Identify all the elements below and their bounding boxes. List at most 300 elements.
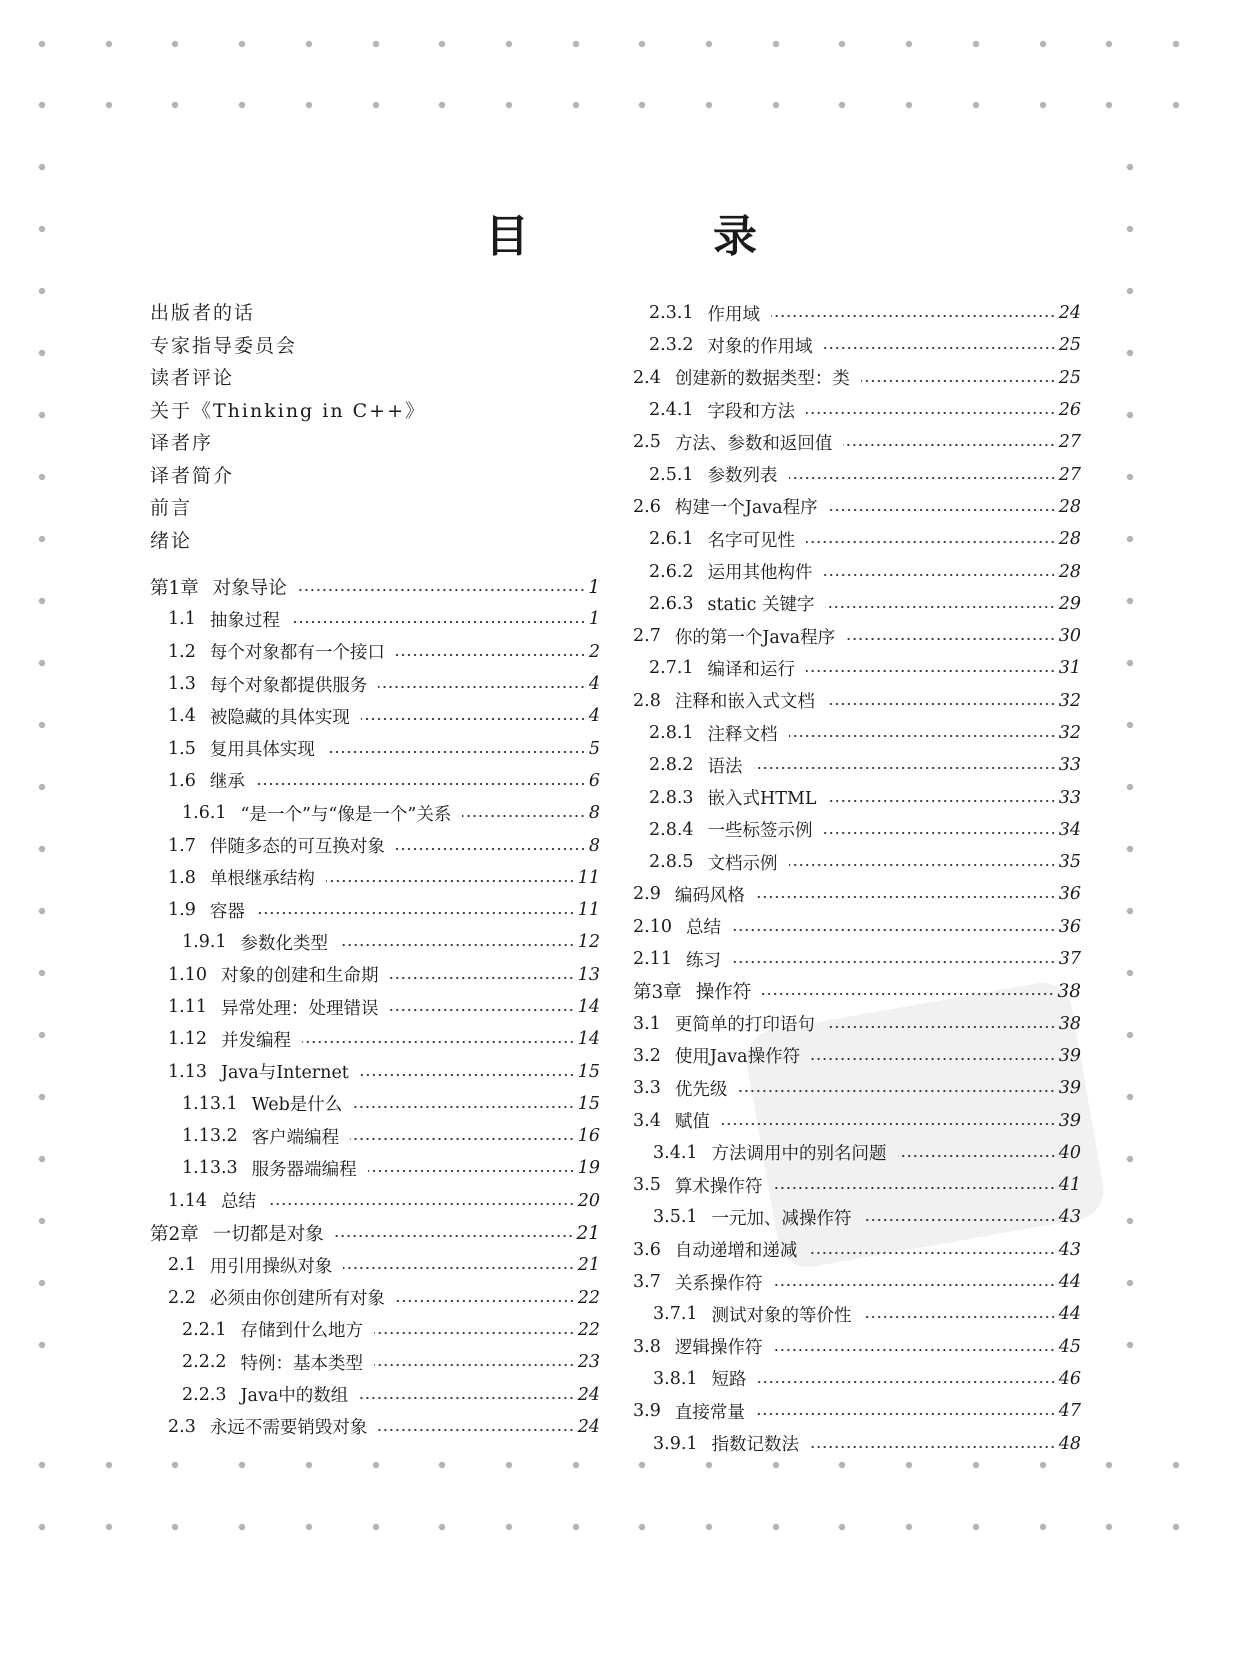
border-dot <box>639 41 645 47</box>
toc-page-number: 13 <box>577 964 600 985</box>
border-dot <box>1040 1524 1046 1530</box>
border-dot <box>1127 350 1133 356</box>
toc-entry-number: 2.2.3 <box>182 1384 227 1405</box>
front-matter-item[interactable]: 译者序 <box>150 432 214 454</box>
toc-entry-label: 逻辑操作符 <box>674 1338 763 1359</box>
dot-leader <box>773 1283 1055 1287</box>
toc-entry-label: 更简单的打印语句 <box>674 1015 815 1036</box>
toc-entry[interactable] <box>633 620 1081 652</box>
toc-entry-label: 构建一个Java程序 <box>674 498 818 519</box>
toc-entry[interactable] <box>150 1055 600 1087</box>
border-dot <box>1106 1462 1112 1468</box>
toc-entry[interactable] <box>150 636 600 668</box>
toc-page-number: 36 <box>1058 916 1081 937</box>
toc-entry-label: 参数化类型 <box>240 933 329 954</box>
border-dot <box>1127 164 1133 170</box>
border-dot <box>373 102 379 108</box>
border-dot <box>1127 474 1133 480</box>
toc-chapter-entry[interactable] <box>150 571 600 603</box>
toc-page-number: 23 <box>577 1352 600 1373</box>
front-matter-item[interactable]: 绪论 <box>150 529 193 552</box>
dot-leader <box>396 1299 575 1303</box>
toc-page-number: 44 <box>1058 1272 1081 1293</box>
toc-page-number: 15 <box>577 1093 600 1114</box>
toc-entry[interactable] <box>150 765 600 797</box>
toc-entry-number: 2.8.4 <box>649 819 694 840</box>
border-dot <box>839 1524 845 1530</box>
border-dot <box>506 102 512 108</box>
border-dot <box>773 1462 779 1468</box>
toc-page-number: 38 <box>1057 980 1081 1002</box>
toc-entry[interactable] <box>633 1266 1081 1298</box>
toc-page-number: 45 <box>1058 1336 1081 1357</box>
dot-leader <box>368 1169 575 1173</box>
toc-entry-label: 容器 <box>209 901 245 922</box>
dot-leader <box>396 847 586 851</box>
dot-leader <box>374 1363 575 1367</box>
toc-entry-label: 你的第一个Java程序 <box>674 627 836 648</box>
toc-page-number: 46 <box>1058 1368 1081 1389</box>
toc-entry-number: 2.7 <box>633 626 661 647</box>
border-dot <box>906 102 912 108</box>
dot-leader <box>806 540 1056 544</box>
border-dot <box>1127 598 1133 604</box>
toc-page-number: 21 <box>577 1255 600 1276</box>
dot-leader <box>738 1089 1055 1093</box>
toc-page-number: 47 <box>1058 1401 1081 1422</box>
border-dot <box>773 41 779 47</box>
border-dot <box>1040 102 1046 108</box>
toc-entry-number: 3.8.1 <box>653 1368 698 1389</box>
toc-entry[interactable] <box>633 523 1081 555</box>
border-dot <box>106 1462 112 1468</box>
toc-entry-label: 单根继承结构 <box>209 869 315 890</box>
dot-leader <box>824 573 1056 577</box>
border-dot <box>306 41 312 47</box>
toc-entries-left <box>150 571 600 1443</box>
border-dot <box>39 1280 45 1286</box>
dot-leader <box>789 476 1056 480</box>
toc-entry-number: 1.13 <box>168 1061 207 1082</box>
border-dot <box>39 1218 45 1224</box>
toc-entry-label: 嵌入式HTML <box>707 789 817 810</box>
border-dot <box>239 41 245 47</box>
toc-entry[interactable] <box>150 1314 600 1346</box>
front-matter-item[interactable]: 关于《Thinking in C++》 <box>150 399 426 422</box>
toc-entry[interactable] <box>633 329 1081 361</box>
border-dot <box>172 1462 178 1468</box>
toc-entry[interactable] <box>633 685 1081 717</box>
toc-entry-number: 1.11 <box>168 997 207 1017</box>
dot-leader <box>829 508 1056 512</box>
border-dot <box>439 41 445 47</box>
dot-leader <box>359 1396 574 1400</box>
border-dot <box>39 1156 45 1162</box>
border-dot <box>239 1524 245 1530</box>
toc-entry-label: 字段和方法 <box>707 401 796 422</box>
dot-leader <box>806 411 1056 415</box>
border-dot <box>439 102 445 108</box>
toc-page-number: 48 <box>1058 1433 1081 1454</box>
front-matter-item[interactable]: 读者评论 <box>150 367 235 389</box>
toc-entry[interactable] <box>150 1411 600 1443</box>
toc-entry-number: 3.4.1 <box>653 1142 698 1163</box>
toc-page-number: 12 <box>577 932 600 953</box>
toc-entry-label: 参数列表 <box>707 466 778 487</box>
toc-entry-number: 3.7.1 <box>653 1304 698 1325</box>
border-dot <box>773 102 779 108</box>
border-dot <box>1106 1524 1112 1530</box>
border-dot <box>39 474 45 480</box>
dot-leader <box>389 976 574 980</box>
border-dot <box>839 41 845 47</box>
toc-page-number: 26 <box>1058 400 1081 421</box>
border-dot <box>573 1524 579 1530</box>
dot-leader <box>824 831 1056 835</box>
toc-entry-number: 2.5.1 <box>649 464 694 485</box>
dot-leader <box>898 1154 1056 1158</box>
toc-entry[interactable] <box>633 717 1081 749</box>
toc-entry[interactable] <box>633 426 1081 458</box>
dot-leader <box>462 814 586 818</box>
dot-leader <box>326 750 586 754</box>
toc-entry[interactable] <box>150 1088 600 1120</box>
toc-entry[interactable] <box>633 878 1081 910</box>
toc-entry-label: 服务器端编程 <box>251 1159 357 1180</box>
toc-entry-label: 运用其他构件 <box>707 563 813 584</box>
dot-leader <box>256 782 586 786</box>
toc-page-number: 15 <box>577 1061 600 1082</box>
border-dot <box>839 1462 845 1468</box>
toc-entry-label: 并发编程 <box>220 1030 291 1051</box>
toc-entry-number: 1.13.3 <box>182 1158 238 1179</box>
toc-entry-label: 优先级 <box>674 1079 728 1100</box>
toc-entry-number: 3.5.1 <box>653 1207 698 1228</box>
border-dot <box>973 102 979 108</box>
toc-entry-number: 1.6.1 <box>182 803 227 824</box>
border-dot <box>439 1524 445 1530</box>
border-dot <box>1173 1524 1179 1530</box>
toc-entry-label: 复用具体实现 <box>209 740 315 761</box>
toc-entry-label: 短路 <box>711 1370 747 1391</box>
toc-entry-number: 第2章 <box>150 1224 199 1246</box>
toc-page-number: 22 <box>577 1287 600 1308</box>
dot-leader <box>824 346 1056 350</box>
border-dot <box>1173 41 1179 47</box>
toc-page-number: 36 <box>1058 884 1081 905</box>
toc-entry-label: Java与Internet <box>220 1063 349 1084</box>
toc-page-number: 43 <box>1058 1207 1081 1228</box>
border-dot <box>1173 1462 1179 1468</box>
toc-page-number: 20 <box>577 1190 600 1211</box>
border-dot <box>39 598 45 604</box>
border-dot <box>39 536 45 542</box>
dot-leader <box>291 620 586 624</box>
toc-entry-number: 2.2 <box>168 1287 196 1308</box>
toc-entry[interactable] <box>633 1104 1081 1136</box>
dot-leader <box>808 1251 1055 1255</box>
dot-leader <box>789 863 1056 867</box>
border-dot <box>373 41 379 47</box>
toc-entry[interactable] <box>633 1298 1081 1330</box>
toc-entry[interactable] <box>633 814 1081 846</box>
border-dot <box>39 1032 45 1038</box>
toc-entry[interactable] <box>633 1137 1081 1169</box>
border-dot <box>106 102 112 108</box>
toc-entry-number: 3.7 <box>633 1272 661 1293</box>
toc-entry-label: 每个对象都有一个接口 <box>209 643 385 664</box>
toc-entry-label: 语法 <box>707 756 743 777</box>
dot-leader <box>771 314 1056 318</box>
toc-entry[interactable] <box>633 1008 1081 1040</box>
toc-entry[interactable] <box>150 1023 600 1055</box>
toc-page-number: 1 <box>588 576 600 598</box>
dot-leader <box>758 1380 1056 1384</box>
toc-entry-number: 1.3 <box>168 674 196 695</box>
toc-entry-label: 永远不需要销毁对象 <box>209 1418 368 1439</box>
toc-page-number: 41 <box>1058 1175 1081 1196</box>
toc-entry-label: 总结 <box>220 1192 256 1213</box>
border-dot <box>39 288 45 294</box>
toc-entry-number: 2.8.3 <box>649 787 694 808</box>
toc-entry-label: 一些标签示例 <box>707 821 813 842</box>
dot-leader <box>762 992 1054 996</box>
dot-leader <box>754 766 1056 770</box>
toc-entry[interactable] <box>633 652 1081 684</box>
toc-page-number: 19 <box>577 1158 600 1179</box>
toc-entry[interactable] <box>150 829 600 861</box>
toc-entry-number: 3.8 <box>633 1336 661 1357</box>
dot-leader <box>353 1105 574 1109</box>
toc-page-number: 31 <box>1058 658 1081 679</box>
toc-page-number: 33 <box>1058 787 1081 808</box>
dot-leader <box>863 1315 1056 1319</box>
toc-entry-label: 编译和运行 <box>707 659 796 680</box>
border-dot <box>1127 412 1133 418</box>
toc-page-number: 14 <box>577 997 600 1017</box>
toc-entry[interactable] <box>633 458 1081 490</box>
toc-entry[interactable] <box>150 668 600 700</box>
border-dot <box>1127 784 1133 790</box>
border-dot <box>773 1524 779 1530</box>
toc-entry[interactable] <box>633 1427 1081 1459</box>
toc-entry[interactable] <box>633 1395 1081 1427</box>
toc-entry-label: 编码风格 <box>674 885 745 906</box>
toc-page-number: 4 <box>588 674 600 695</box>
toc-entry[interactable] <box>633 749 1081 781</box>
border-dot <box>306 1462 312 1468</box>
toc-page-number: 38 <box>1058 1013 1081 1034</box>
toc-entry[interactable] <box>150 732 600 764</box>
toc-entry-label: “是一个”与“像是一个”关系 <box>240 804 452 825</box>
dot-leader <box>374 1331 575 1335</box>
dot-leader <box>846 637 1056 641</box>
toc-entry-number: 2.8.2 <box>649 755 694 776</box>
border-dot <box>39 350 45 356</box>
toc-entry-number: 1.13.2 <box>182 1126 238 1147</box>
toc-page-number: 16 <box>577 1126 600 1147</box>
toc-entry[interactable] <box>633 1234 1081 1266</box>
toc-entry-number: 2.1 <box>168 1255 196 1276</box>
toc-page-number: 2 <box>588 641 600 662</box>
toc-chapter-entry[interactable] <box>150 1217 600 1249</box>
toc-entry-label: 方法、参数和返回值 <box>674 433 833 454</box>
toc-entry-label: Web是什么 <box>251 1095 343 1116</box>
dot-leader <box>298 588 585 592</box>
dot-leader <box>826 702 1056 706</box>
toc-entry[interactable] <box>150 1378 600 1410</box>
toc-entry-number: 3.6 <box>633 1239 661 1260</box>
dot-leader <box>302 1040 575 1044</box>
toc-entries-right <box>633 297 1081 1460</box>
toc-entry[interactable] <box>150 700 600 732</box>
toc-chapter-entry[interactable] <box>633 975 1081 1007</box>
border-dot <box>239 102 245 108</box>
toc-entry[interactable] <box>150 1282 600 1314</box>
toc-entry-number: 1.5 <box>168 738 196 759</box>
toc-right-column <box>633 297 1081 1460</box>
border-dot <box>373 1462 379 1468</box>
toc-entry[interactable] <box>633 1072 1081 1104</box>
toc-entry[interactable] <box>150 1120 600 1152</box>
toc-entry-number: 2.2.1 <box>182 1319 227 1340</box>
toc-entry[interactable] <box>150 926 600 958</box>
border-dot <box>172 41 178 47</box>
toc-entry[interactable] <box>150 959 600 991</box>
front-matter-item[interactable]: 出版者的话 <box>150 302 256 324</box>
toc-entry-number: 2.4.1 <box>649 400 694 421</box>
toc-entry-number: 2.7.1 <box>649 658 694 679</box>
toc-entry-number: 1.6 <box>168 770 196 791</box>
toc-entry[interactable] <box>150 603 600 635</box>
toc-entry[interactable] <box>633 297 1081 329</box>
toc-entry[interactable] <box>633 1331 1081 1363</box>
toc-entry[interactable] <box>633 394 1081 426</box>
toc-entry[interactable] <box>633 846 1081 878</box>
toc-entry-label: 被隐藏的具体实现 <box>209 707 350 728</box>
toc-page-number: 27 <box>1058 464 1081 485</box>
toc-entry-number: 2.8.1 <box>649 723 694 743</box>
border-dot <box>39 102 45 108</box>
toc-entry[interactable] <box>633 781 1081 813</box>
border-dot <box>39 412 45 418</box>
front-matter-item[interactable]: 前言 <box>150 497 193 519</box>
dot-leader <box>339 943 575 947</box>
toc-entry[interactable] <box>150 1152 600 1184</box>
toc-entry-label: 指数记数法 <box>711 1435 800 1456</box>
front-matter-item[interactable]: 译者简介 <box>150 464 235 487</box>
border-dot <box>39 660 45 666</box>
border-dot <box>439 1462 445 1468</box>
toc-entry[interactable] <box>633 588 1081 620</box>
toc-page-number: 8 <box>588 803 600 824</box>
border-dot <box>639 1524 645 1530</box>
toc-entry[interactable] <box>150 894 600 926</box>
border-dot <box>39 1524 45 1530</box>
toc-entry[interactable] <box>633 491 1081 523</box>
toc-entry-label: 对象导论 <box>212 578 287 600</box>
dot-leader <box>843 443 1055 447</box>
toc-entry-label: 赋值 <box>674 1112 710 1133</box>
toc-page-number: 29 <box>1058 593 1081 614</box>
toc-entry-label: 异常处理：处理错误 <box>220 998 379 1019</box>
toc-entry[interactable] <box>633 943 1081 975</box>
toc-entry[interactable] <box>633 1363 1081 1395</box>
border-dot <box>906 41 912 47</box>
toc-entry-label: 注释和嵌入式文档 <box>674 692 815 713</box>
toc-entry-number: 2.11 <box>633 949 672 970</box>
dot-leader <box>335 1234 574 1238</box>
border-dot <box>39 722 45 728</box>
toc-page-number: 1 <box>588 609 600 630</box>
border-dot <box>1040 41 1046 47</box>
border-dot <box>1127 1342 1133 1348</box>
toc-page-number: 14 <box>577 1029 600 1050</box>
dot-leader <box>732 960 1056 964</box>
dot-leader <box>378 1428 574 1432</box>
toc-page-number: 24 <box>1058 303 1081 324</box>
toc-page-number: 8 <box>588 835 600 856</box>
border-dot <box>706 102 712 108</box>
border-dot <box>39 41 45 47</box>
toc-page-number: 32 <box>1058 690 1081 711</box>
toc-entry[interactable] <box>150 1346 600 1378</box>
border-dot <box>906 1524 912 1530</box>
dot-leader <box>789 734 1056 738</box>
dot-leader <box>360 1073 575 1077</box>
toc-entry-number: 2.8.5 <box>649 852 694 873</box>
front-matter-item[interactable]: 专家指导委员会 <box>150 334 298 357</box>
toc-entry-label: 一元加、减操作符 <box>711 1208 852 1229</box>
toc-entry-number: 3.5 <box>633 1175 661 1196</box>
toc-entry-number: 1.10 <box>168 964 207 985</box>
toc-entry[interactable] <box>150 1185 600 1217</box>
border-dot <box>1106 102 1112 108</box>
toc-page-number: 25 <box>1058 335 1081 356</box>
toc-entry[interactable] <box>633 362 1081 394</box>
toc-page-number: 30 <box>1058 626 1081 647</box>
toc-entry-label: 存储到什么地方 <box>240 1321 364 1342</box>
toc-entry-number: 2.3.1 <box>649 303 694 324</box>
dot-leader <box>378 685 586 689</box>
toc-entry[interactable] <box>633 1169 1081 1201</box>
toc-entry[interactable] <box>633 555 1081 587</box>
dot-leader <box>756 895 1056 899</box>
toc-entry[interactable] <box>150 797 600 829</box>
toc-entry[interactable] <box>150 862 600 894</box>
toc-entry[interactable] <box>150 991 600 1023</box>
toc-entry[interactable] <box>633 1040 1081 1072</box>
front-matter-list <box>150 297 600 557</box>
toc-page-number: 40 <box>1058 1142 1081 1163</box>
toc-entry-number: 2.9 <box>633 884 661 905</box>
toc-page-number: 39 <box>1058 1110 1081 1131</box>
toc-entry-number: 2.6.1 <box>649 529 694 550</box>
toc-entry[interactable] <box>633 911 1081 943</box>
toc-page-number: 34 <box>1058 819 1081 840</box>
toc-entry-number: 1.12 <box>168 1029 207 1050</box>
toc-entry[interactable] <box>150 1249 600 1281</box>
dot-leader <box>861 379 1056 383</box>
page-title: 目 录 <box>485 211 827 262</box>
toc-entry-label: 创建新的数据类型：类 <box>674 369 850 390</box>
toc-entry[interactable] <box>633 1201 1081 1233</box>
toc-entry-number: 1.4 <box>168 706 196 727</box>
border-dot <box>706 1524 712 1530</box>
toc-entry-label: 用引用操纵对象 <box>209 1256 333 1277</box>
border-dot <box>172 102 178 108</box>
dot-leader <box>826 1025 1056 1029</box>
